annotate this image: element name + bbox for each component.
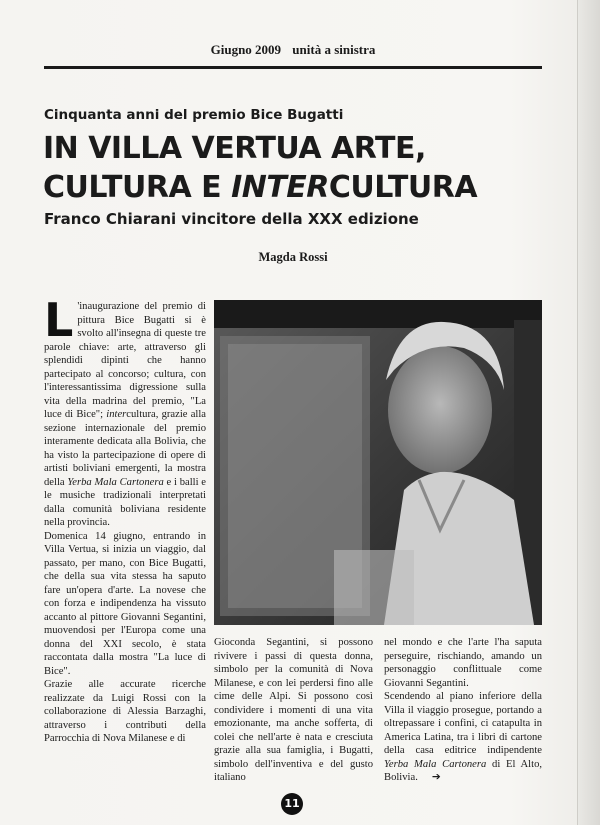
text-run-italic: inter <box>106 409 127 420</box>
title-part-italic: INTER <box>231 170 329 205</box>
text-run: di El Alto, Bolivia. <box>384 758 543 783</box>
running-header <box>44 42 542 58</box>
text-run: Scendendo al piano inferiore della Villa il viaggio prosegue, portando a oltrepassare i confini, ci catapulta in America Latina, tra i libri di cartone della casa editrice indipendente <box>384 691 542 756</box>
paragraph: Grazie alle accurate ricerche realizzate da Luigi Rossi con la collaborazione di Alessia Barzaghi, attraverso i contributi della Parrocchia di Nova Milanese e di <box>44 679 206 744</box>
article-title <box>43 129 543 207</box>
text-run: cultura, grazie alla sezione internazionale del premio interamente dedicata alla Bolivia, che ha visto la partecipazione di opere di artisti boliviani emergenti, la mostra della <box>44 409 206 488</box>
text-run: e i balli e le musiche tradizionali interpretati dalla comunità boliviana residente nella provincia. <box>44 476 206 528</box>
paragraph <box>44 293 206 530</box>
portrait-photo <box>214 300 542 625</box>
header-rule <box>44 66 542 69</box>
page-edge <box>577 0 600 825</box>
paragraph: Gioconda Segantini, si possono rivivere i passi di questa donna, simbolo per la comunità di Nova Milanese, e con lei perdersi fino alle cime delle Alpi. Si possono così condividere i momenti di una vita emozionante, ma anche sofferta, di colei che nell'arte è nata e cresciuta grazie alla sua famiglia, i Bugatti, simbolo dell'inventiva e del gusto italiano <box>214 637 373 783</box>
continue-arrow-icon: ➔ <box>431 771 441 783</box>
title-line-2 <box>43 168 543 207</box>
title-line-1: IN VILLA VERTUA ARTE, <box>43 131 426 166</box>
text-run-italic: Yerba Mala Cartonera <box>67 476 164 488</box>
drop-cap: L <box>44 293 74 347</box>
article-subtitle: Franco Chiarani vincitore della XXX edizione <box>44 210 419 228</box>
header-date: Giugno 2009 <box>210 42 282 57</box>
page-number: 11 <box>281 793 303 815</box>
paragraph <box>384 690 542 785</box>
text-run: 'inaugurazione del premio di pittura Bice Bugatti si è svolto all'insegna di queste tre parole chiave: arte, attraverso gli splendidi dipinti che hanno partecipato al concorso; cultura, con l'interessantissima digressione sulla vita della madrina del premio, "La luce di Bice"; <box>44 301 206 420</box>
portrait-photo-graphic <box>214 300 542 625</box>
text-run-italic: Yerba Mala Cartonera <box>384 758 487 770</box>
paragraph: Domenica 14 giugno, entrando in Villa Vertua, si inizia un viaggio, dal passato, per mano, con Bice Bugatti, che della sua vita stessa ha saputo fare un'opera d'arte. La novese che con forza e indipendenza ha vissuto accanto al pittore Giovanni Segantini, muovendosi per l'Europa come una donna del XXI secolo, è stata raccontata dalla mostra "La luce di Bice". <box>44 530 206 677</box>
paragraph: nel mondo e che l'arte l'ha saputa perseguire, rischiando, amando un personaggio conflittuale come Giovanni Segantini. <box>384 637 542 689</box>
article-author: Magda Rossi <box>258 250 328 264</box>
article-kicker: Cinquanta anni del premio Bice Bugatti <box>44 107 344 123</box>
text-column-3 <box>384 636 542 785</box>
title-part: CULTURA <box>328 170 478 205</box>
text-column-2 <box>214 636 373 785</box>
text-column-1 <box>44 293 206 746</box>
header-section: unità a sinistra <box>292 42 376 57</box>
title-part: CULTURA E <box>43 170 232 205</box>
